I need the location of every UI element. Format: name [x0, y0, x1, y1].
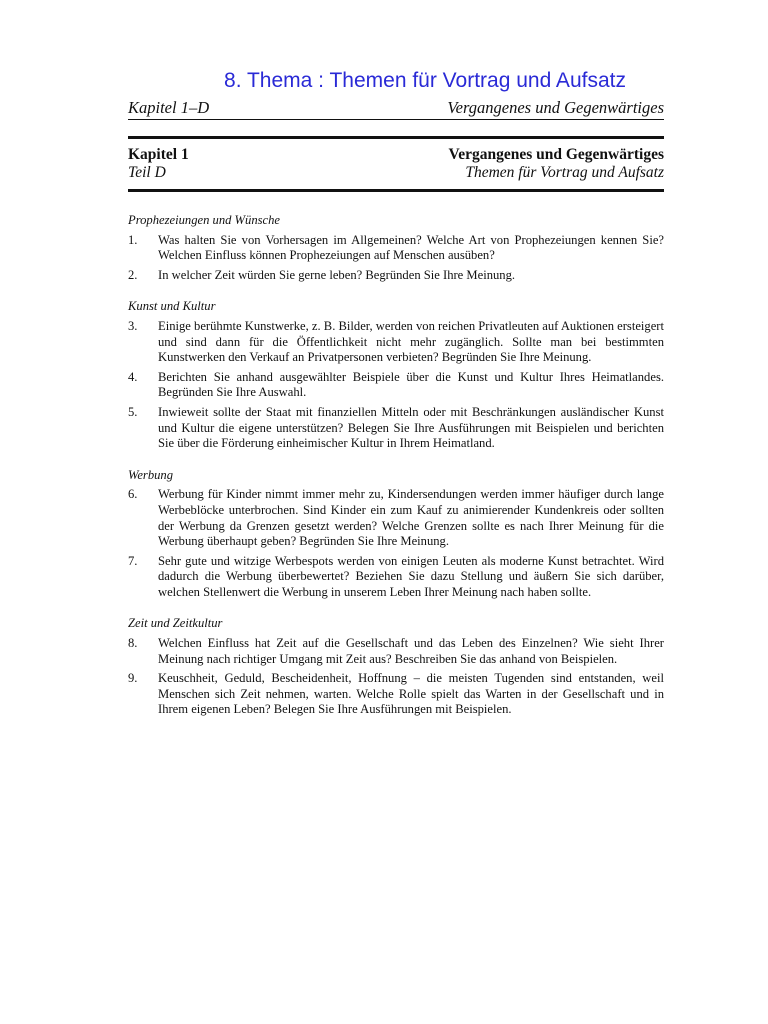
question-text: Sehr gute und witzige Werbespots werden von einigen Leuten als moderne Kunst betrachtet. Wird dadurch die Werbung überbewertet? Beziehen Sie dazu Stellung und äußern Sie sich darüber, welchen Stellenwert die Werbung in unserem Leben Ihrer Meinung nach haben sollte.: [158, 553, 664, 599]
section-kunst-und-kultur: [128, 299, 664, 451]
question-item: [128, 268, 664, 284]
chapter-part: Teil D: [128, 164, 166, 181]
question-number: 1.: [128, 232, 138, 247]
chapter-title-row: [128, 146, 664, 164]
question-item: [128, 487, 664, 549]
question-number: 9.: [128, 671, 138, 686]
top-rule-divider: [128, 136, 664, 139]
section-zeit-und-zeitkultur: [128, 616, 664, 718]
question-text: Welchen Einfluss hat Zeit auf die Gesellschaft und das Leben des Einzelnen? Wie sieht Ihrer Meinung nach richtiger Umgang mit Zeit aus? Beschreiben Sie das anhand von Beispielen.: [158, 636, 664, 666]
question-number: 5.: [128, 404, 138, 419]
question-item: [128, 319, 664, 366]
chapter-header: [128, 146, 664, 182]
page-heading: 8. Thema : Themen für Vortrag und Aufsatz: [224, 69, 626, 92]
chapter-title: Kapitel 1: [128, 146, 189, 163]
question-number: 4.: [128, 369, 138, 384]
question-number: 2.: [128, 267, 138, 282]
section-title: Prophezeiungen und Wünsche: [128, 213, 281, 227]
topics-content: [128, 213, 664, 734]
question-number: 6.: [128, 487, 138, 502]
question-number: 3.: [128, 318, 138, 333]
question-item: [128, 671, 664, 718]
question-item: [128, 233, 664, 264]
question-text: Einige berühmte Kunstwerke, z. B. Bilder, werden von reichen Privatleuten auf Auktionen ersteigert und sind dann für die Öffentlichkeit nicht mehr zugänglich. Sollte man bei bestimmten Kunstwerken den Verkauf an Privatpersonen verbieten? Begründen Sie Ihre Meinung.: [158, 318, 664, 365]
bottom-rule-divider: [128, 189, 664, 192]
question-number: 8.: [128, 636, 138, 651]
chapter-part-title: Themen für Vortrag und Aufsatz: [465, 164, 664, 181]
chapter-subtitle: Vergangenes und Gegenwärtiges: [448, 146, 664, 163]
running-head: [128, 98, 664, 120]
question-item: [128, 636, 664, 667]
section-title: Zeit und Zeitkultur: [128, 616, 223, 631]
chapter-part-row: [128, 164, 664, 182]
question-item: [128, 370, 664, 401]
section-werbung: [128, 468, 664, 601]
running-head-left: Kapitel 1–D: [128, 98, 210, 117]
question-text: Keuschheit, Geduld, Bescheidenheit, Hoffnung – die meisten Tugenden sind entstanden, weil Menschen sich Zeit nehmen, warten. Welche Rolle spielt das Warten in der Gesellschaft und in Ihrem eigenen Leben? Belegen Sie Ihre Ausführungen mit Beispielen.: [158, 671, 664, 717]
question-text: Berichten Sie anhand ausgewählter Beispiele über die Kunst und Kultur Ihres Heimatlandes. Begründen Sie Ihre Auswahl.: [158, 369, 664, 400]
section-title: Werbung: [128, 467, 174, 482]
question-item: [128, 554, 664, 601]
section-prophezeiungen: [128, 213, 664, 283]
question-number: 7.: [128, 553, 138, 568]
question-text: Werbung für Kinder nimmt immer mehr zu, Kindersendungen werden immer häufiger durch lange Werbeblöcke unterbrochen. Sind Kinder ein zum Kauf zu animierender Kundenkreis oder sollten der Werbung da Grenzen gesetzt werden? Welche Grenzen sollte es nach Ihrer Meinung für die Werbung überhaupt geben? Begründen Sie Ihre Meinung.: [158, 487, 664, 549]
question-text: Inwieweit sollte der Staat mit finanziellen Mitteln oder mit Beschränkungen ausländischer Kunst und Kultur die eigene unterstützen? Belegen Sie Ihre Ausführungen mit Beispielen und berichten Sie über die Förderung einheimischer Kultur in Ihrem Heimatland.: [158, 404, 664, 451]
question-text: In welcher Zeit würden Sie gerne leben? Begründen Sie Ihre Meinung.: [158, 267, 516, 282]
question-text: Was halten Sie von Vorhersagen im Allgemeinen? Welche Art von Prophezeiungen kennen Sie? Welchen Einfluss können Prophezeiungen auf Menschen ausüben?: [158, 232, 664, 263]
question-item: [128, 405, 664, 452]
section-title: Kunst und Kultur: [128, 299, 216, 314]
running-head-right: Vergangenes und Gegenwärtiges: [447, 98, 664, 117]
